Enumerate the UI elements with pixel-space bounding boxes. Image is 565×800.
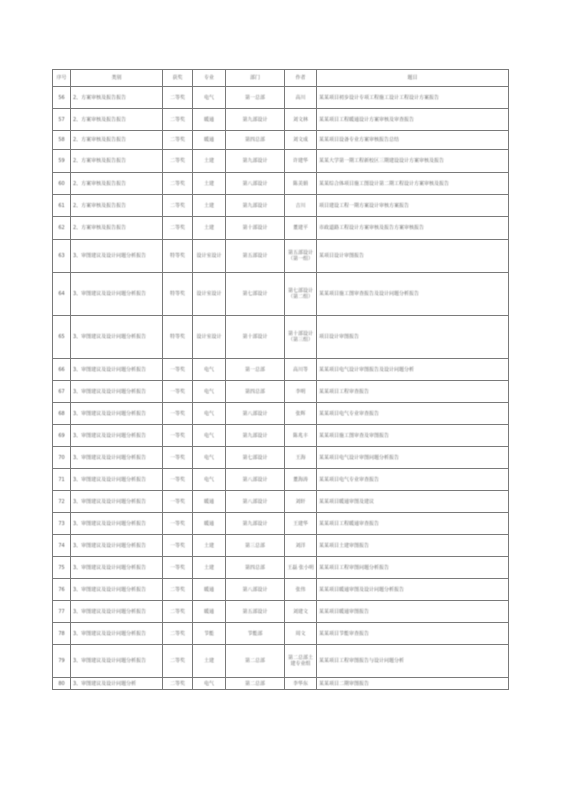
cell-category: 3、审图建议及设计问题分析报告 [71,513,163,535]
cell-award: 一等奖 [163,535,193,557]
cell-no: 62 [53,217,71,240]
cell-no: 77 [53,601,71,623]
cell-author: 第五部设计（第一组） [285,240,317,273]
cell-author: 王建华 [285,513,317,535]
cell-author: 董建平 [285,217,317,240]
cell-major: 暖通 [193,513,226,535]
cell-department: 第一总部 [226,359,285,381]
cell-no: 71 [53,469,71,491]
cell-major: 暖通 [193,131,226,150]
cell-award: 二等奖 [163,150,193,173]
cell-major: 暖通 [193,601,226,623]
cell-department: 第五部设计 [226,601,285,623]
cell-title: 市政道路工程设计方案审核及报告方案审核报告 [317,217,509,240]
table-row [53,601,509,623]
cell-department: 第八部设计 [226,173,285,195]
cell-no: 72 [53,491,71,513]
cell-author: 刘文成 [285,131,317,150]
table-row [53,217,509,240]
cell-author: 周文 [285,623,317,645]
cell-author: 许建华 [285,150,317,173]
table-row [53,381,509,403]
cell-title: 某某项目暖通审图报告 [317,601,509,623]
cell-no: 57 [53,109,71,131]
cell-no: 60 [53,173,71,195]
cell-major: 土建 [193,150,226,173]
table-row [53,109,509,131]
cell-department: 第三总部 [226,535,285,557]
table-row [53,535,509,557]
cell-major: 电气 [193,678,226,690]
cell-author: 高川等 [285,359,317,381]
cell-award: 一等奖 [163,425,193,447]
cell-department: 第八部设计 [226,579,285,601]
cell-major: 土建 [193,557,226,579]
cell-title: 某某项目电气设计审图问题分析报告 [317,447,509,469]
cell-award: 一等奖 [163,447,193,469]
cell-award: 一等奖 [163,381,193,403]
cell-department: 第七部设计 [226,447,285,469]
cell-author: 张伟 [285,579,317,601]
cell-title: 某某项目二期审图报告 [317,678,509,690]
cell-category: 3、审图建议及设计问题分析报告 [71,645,163,678]
cell-no: 80 [53,678,71,690]
cell-major: 土建 [193,217,226,240]
cell-category: 3、审图建议及设计问题分析 [71,678,163,690]
cell-major: 暖通 [193,109,226,131]
cell-major: 电气 [193,87,226,109]
cell-author: 吉川 [285,195,317,217]
table-row [53,469,509,491]
table-row [53,623,509,645]
awards-table [52,69,509,690]
cell-major: 电气 [193,469,226,491]
table-row [53,150,509,173]
cell-author: 第七部设计（第二组） [285,273,317,316]
cell-award: 二等奖 [163,601,193,623]
cell-title: 某某项目初步设计专项工程施工设计工程设计方案报告 [317,87,509,109]
cell-category: 3、审图建议及设计问题分析报告 [71,469,163,491]
cell-department: 第八部设计 [226,491,285,513]
cell-award: 一等奖 [163,491,193,513]
table-row [53,645,509,678]
cell-category: 2、方案审核及报告报告 [71,195,163,217]
cell-department: 第八部设计 [226,469,285,491]
cell-major: 电气 [193,359,226,381]
cell-title: 某某项目电气专业审查报告 [317,403,509,425]
table-row [53,273,509,316]
cell-no: 75 [53,557,71,579]
cell-award: 二等奖 [163,109,193,131]
cell-department: 第九部设计 [226,150,285,173]
cell-category: 2、方案审核及报告报告 [71,217,163,240]
cell-category: 3、审图建议及设计问题分析报告 [71,491,163,513]
cell-category: 3、审图建议及设计问题分析报告 [71,601,163,623]
cell-award: 二等奖 [163,173,193,195]
cell-award: 二等奖 [163,579,193,601]
cell-category: 3、审图建议及设计问题分析报告 [71,557,163,579]
table-row [53,425,509,447]
cell-award: 特等奖 [163,240,193,273]
cell-title: 某某项目工程审图问题分析报告 [317,557,509,579]
cell-category: 3、审图建议及设计问题分析报告 [71,425,163,447]
cell-major: 设计室设计 [193,316,226,359]
cell-award: 一等奖 [163,403,193,425]
cell-award: 二等奖 [163,645,193,678]
cell-department: 第二总部 [226,645,285,678]
cell-author: 张辉 [285,403,317,425]
cell-title: 某某项目电气设计审图报告及设计问题分析 [317,359,509,381]
cell-award: 二等奖 [163,87,193,109]
cell-department: 第十部设计 [226,217,285,240]
cell-major: 土建 [193,535,226,557]
table-row [53,513,509,535]
cell-major: 设计室设计 [193,240,226,273]
cell-author: 王磊 张小明 [285,557,317,579]
cell-author: 董海涛 [285,469,317,491]
table-row [53,579,509,601]
cell-department: 第四总部 [226,131,285,150]
cell-no: 73 [53,513,71,535]
cell-department: 第七部设计 [226,273,285,316]
cell-category: 2、方案审核及报告报告 [71,87,163,109]
table-row [53,131,509,150]
cell-title: 某某项目工程审查报告 [317,381,509,403]
cell-award: 二等奖 [163,131,193,150]
table-row [53,173,509,195]
cell-award: 特等奖 [163,273,193,316]
header-major: 专业 [193,70,226,87]
cell-category: 2、方案审核及报告报告 [71,150,163,173]
cell-category: 3、审图建议及设计问题分析报告 [71,359,163,381]
cell-author: 刘洋 [285,535,317,557]
cell-department: 第十部设计 [226,316,285,359]
cell-title: 某某项目工程审图报告与设计问题分析 [317,645,509,678]
cell-department: 第九部设计 [226,513,285,535]
cell-major: 电气 [193,381,226,403]
cell-no: 65 [53,316,71,359]
cell-category: 3、审图建议及设计问题分析报告 [71,381,163,403]
cell-no: 58 [53,131,71,150]
cell-category: 3、审图建议及设计问题分析报告 [71,273,163,316]
header-row [53,70,509,87]
cell-major: 土建 [193,173,226,195]
cell-no: 64 [53,273,71,316]
table-row [53,447,509,469]
cell-department: 第九部设计 [226,195,285,217]
cell-title: 某某综合体项目施工图设计第二期工程设计方案审核及报告 [317,173,509,195]
cell-major: 电气 [193,447,226,469]
cell-title: 某某大学第一期工程新校区三期建设设计方案审核及报告 [317,150,509,173]
cell-title: 某项目设计审图报告 [317,240,509,273]
cell-category: 2、方案审核及报告报告 [71,109,163,131]
cell-major: 土建 [193,195,226,217]
cell-major: 电气 [193,425,226,447]
cell-title: 某某项目施工图审查及审图报告 [317,425,509,447]
cell-no: 69 [53,425,71,447]
cell-department: 第八部设计 [226,403,285,425]
table-row [53,316,509,359]
cell-department: 第九部设计 [226,109,285,131]
table-row [53,491,509,513]
cell-department: 节能部 [226,623,285,645]
cell-award: 一等奖 [163,469,193,491]
cell-title: 某某项目施工图审查报告及设计问题分析报告 [317,273,509,316]
table-row [53,678,509,690]
cell-title: 项目设计审图报告 [317,316,509,359]
cell-award: 二等奖 [163,623,193,645]
header-category: 类别 [71,70,163,87]
cell-no: 67 [53,381,71,403]
cell-award: 一等奖 [163,557,193,579]
header-award: 获奖 [163,70,193,87]
cell-category: 2、方案审核及报告报告 [71,131,163,150]
cell-category: 3、审图建议及设计问题分析报告 [71,447,163,469]
cell-no: 78 [53,623,71,645]
cell-no: 56 [53,87,71,109]
cell-author: 李华东 [285,678,317,690]
cell-no: 68 [53,403,71,425]
cell-department: 第五部设计 [226,240,285,273]
table-row [53,557,509,579]
cell-award: 一等奖 [163,513,193,535]
cell-major: 节能 [193,623,226,645]
cell-title: 某某项目暖通审图及设计问题分析报告 [317,579,509,601]
cell-no: 70 [53,447,71,469]
cell-no: 66 [53,359,71,381]
header-title: 题目 [317,70,509,87]
table-row [53,403,509,425]
cell-department: 第九部设计 [226,425,285,447]
cell-title: 某某项目节能审查报告 [317,623,509,645]
cell-category: 3、审图建议及设计问题分析报告 [71,403,163,425]
cell-title: 项目建设工程一期方案设计审核方案报告 [317,195,509,217]
cell-no: 63 [53,240,71,273]
cell-category: 3、审图建议及设计问题分析报告 [71,316,163,359]
cell-award: 一等奖 [163,359,193,381]
cell-major: 设计室设计 [193,273,226,316]
cell-no: 74 [53,535,71,557]
cell-department: 第二总部 [226,678,285,690]
table-row [53,240,509,273]
cell-award: 二等奖 [163,217,193,240]
cell-author: 陈兆丰 [285,425,317,447]
cell-category: 3、审图建议及设计问题分析报告 [71,240,163,273]
cell-no: 79 [53,645,71,678]
cell-award: 特等奖 [163,316,193,359]
cell-author: 王海 [285,447,317,469]
header-department: 部门 [226,70,285,87]
cell-title: 某某项目电气专业审查报告 [317,469,509,491]
cell-award: 二等奖 [163,195,193,217]
cell-title: 某某项目土建审图报告 [317,535,509,557]
cell-major: 电气 [193,403,226,425]
table-row [53,359,509,381]
cell-author: 刘文林 [285,109,317,131]
cell-category: 2、方案审核及报告报告 [71,173,163,195]
cell-department: 第一总部 [226,87,285,109]
cell-no: 59 [53,150,71,173]
cell-category: 3、审图建议及设计问题分析报告 [71,579,163,601]
header-author: 作者 [285,70,317,87]
cell-author: 第二总部土建专业组 [285,645,317,678]
cell-no: 61 [53,195,71,217]
cell-major: 暖通 [193,579,226,601]
cell-author: 第十部设计（第三组） [285,316,317,359]
table-row [53,195,509,217]
cell-no: 76 [53,579,71,601]
cell-author: 李明 [285,381,317,403]
header-no: 序号 [53,70,71,87]
cell-major: 暖通 [193,491,226,513]
cell-category: 3、审图建议及设计问题分析报告 [71,535,163,557]
cell-author: 刘建文 [285,601,317,623]
table-row [53,87,509,109]
cell-department: 第四总部 [226,381,285,403]
cell-title: 某某项目工程暖通设计方案审核及审查报告 [317,109,509,131]
cell-author: 刘轩 [285,491,317,513]
cell-major: 土建 [193,645,226,678]
cell-award: 二等奖 [163,678,193,690]
cell-title: 某某项目设备专业方案审核报告总结 [317,131,509,150]
cell-author: 高川 [285,87,317,109]
cell-department: 第四总部 [226,557,285,579]
cell-title: 某某项目暖通审图及建议 [317,491,509,513]
cell-author: 陈美娟 [285,173,317,195]
cell-category: 3、审图建议及设计问题分析报告 [71,623,163,645]
cell-title: 某某项目工程暖通审查报告 [317,513,509,535]
